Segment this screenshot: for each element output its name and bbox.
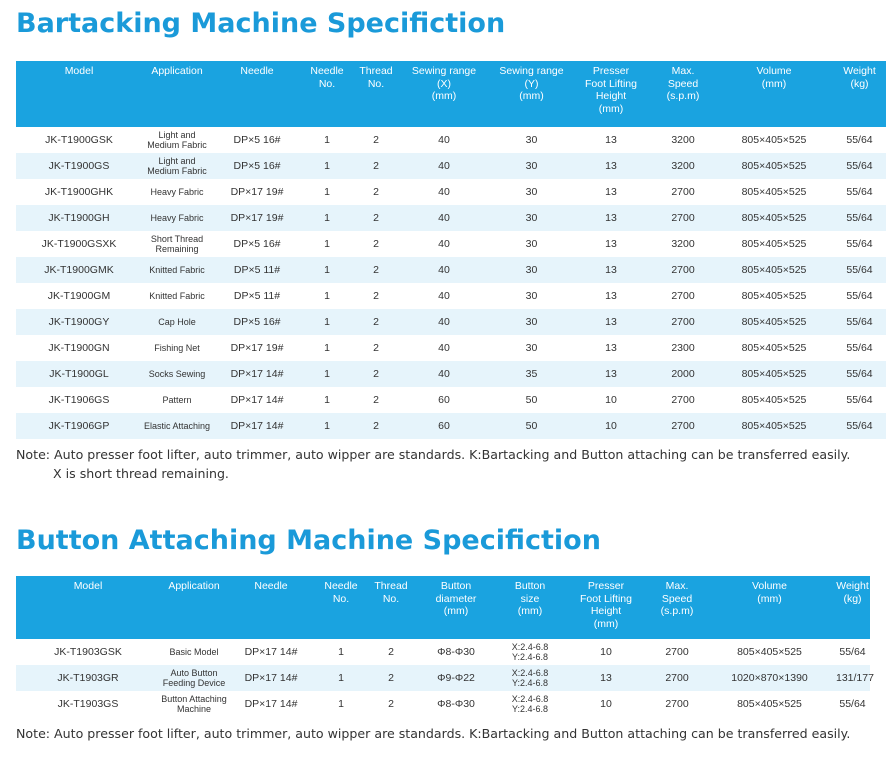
cell-weight: 55/64 <box>835 691 870 717</box>
cell-max-speed: 2700 <box>647 309 719 335</box>
cell-max-speed: 2700 <box>650 665 704 691</box>
cell-col-6: Φ8-Φ30 <box>414 639 498 665</box>
cell-thread-no: 2 <box>352 309 400 335</box>
cell-needle: DP×17 14# <box>228 665 314 691</box>
cell-col-6: 40 <box>400 283 488 309</box>
cell-needle-no: 1 <box>302 257 352 283</box>
cell-col-7: X:2.4-6.8 Y:2.4-6.8 <box>498 639 562 665</box>
cell-volume: 805×405×525 <box>719 283 829 309</box>
cell-volume: 805×405×525 <box>719 153 829 179</box>
cell-needle-no: 1 <box>302 153 352 179</box>
cell-application: Cap Hole <box>142 309 212 335</box>
cell-max-speed: 2300 <box>647 335 719 361</box>
header-presser-foot-height: Presser Foot Lifting Height (mm) <box>575 61 647 127</box>
cell-thread-no: 2 <box>352 231 400 257</box>
cell-presser-foot-height: 13 <box>575 231 647 257</box>
cell-model: JK-T1900GH <box>16 205 142 231</box>
cell-weight: 55/64 <box>829 231 886 257</box>
cell-application: Knitted Fabric <box>142 283 212 309</box>
cell-thread-no: 2 <box>352 361 400 387</box>
cell-presser-foot-height: 13 <box>562 665 650 691</box>
cell-weight: 55/64 <box>829 127 886 153</box>
cell-application: Fishing Net <box>142 335 212 361</box>
cell-needle: DP×17 19# <box>212 205 302 231</box>
cell-model: JK-T1900GS <box>16 153 142 179</box>
cell-weight: 55/64 <box>829 205 886 231</box>
header-thread-no: Thread No. <box>368 576 414 639</box>
bartacking-title: Bartacking Machine Specifiction <box>16 8 506 39</box>
cell-needle: DP×5 16# <box>212 153 302 179</box>
cell-needle: DP×5 11# <box>212 257 302 283</box>
cell-col-6: 60 <box>400 413 488 439</box>
header-presser-foot-height: Presser Foot Lifting Height (mm) <box>562 576 650 639</box>
cell-model: JK-T1900GL <box>16 361 142 387</box>
button-attaching-title: Button Attaching Machine Specifiction <box>16 525 601 556</box>
table-header-row <box>16 61 886 127</box>
table-row <box>16 335 886 361</box>
table-row <box>16 231 886 257</box>
cell-presser-foot-height: 13 <box>575 335 647 361</box>
table-row <box>16 127 886 153</box>
button-attaching-note: Note: Auto presser foot lifter, auto trimmer, auto wipper are standards. K:Bartacking and Button attaching can be transferred easily. <box>16 726 851 741</box>
table-row <box>16 691 870 717</box>
cell-max-speed: 2700 <box>647 283 719 309</box>
cell-model: JK-T1900GHK <box>16 179 142 205</box>
header-weight: Weight (kg) <box>829 61 886 127</box>
cell-needle: DP×17 14# <box>212 413 302 439</box>
cell-volume: 805×405×525 <box>719 127 829 153</box>
table-row <box>16 283 886 309</box>
cell-needle: DP×17 19# <box>212 335 302 361</box>
cell-max-speed: 2700 <box>647 205 719 231</box>
cell-presser-foot-height: 10 <box>562 639 650 665</box>
cell-presser-foot-height: 13 <box>575 205 647 231</box>
cell-needle-no: 1 <box>314 639 368 665</box>
table-row <box>16 309 886 335</box>
cell-application: Light and Medium Fabric <box>142 153 212 179</box>
cell-application: Pattern <box>142 387 212 413</box>
cell-needle-no: 1 <box>302 387 352 413</box>
cell-volume: 805×405×525 <box>719 257 829 283</box>
bartacking-note-continued: X is short thread remaining. <box>53 466 229 481</box>
cell-model: JK-T1906GP <box>16 413 142 439</box>
cell-max-speed: 3200 <box>647 127 719 153</box>
cell-col-6: 40 <box>400 205 488 231</box>
header-thread-no: Thread No. <box>352 61 400 127</box>
cell-application: Short Thread Remaining <box>142 231 212 257</box>
cell-max-speed: 2700 <box>647 257 719 283</box>
cell-weight: 55/64 <box>829 413 886 439</box>
cell-application: Heavy Fabric <box>142 179 212 205</box>
cell-application: Elastic Attaching <box>142 413 212 439</box>
cell-col-6: 40 <box>400 361 488 387</box>
cell-weight: 55/64 <box>829 153 886 179</box>
cell-volume: 805×405×525 <box>719 387 829 413</box>
cell-needle-no: 1 <box>314 691 368 717</box>
table-row <box>16 205 886 231</box>
cell-volume: 805×405×525 <box>719 335 829 361</box>
table-row <box>16 179 886 205</box>
cell-max-speed: 2700 <box>647 387 719 413</box>
header-needle: Needle <box>228 576 314 639</box>
cell-max-speed: 3200 <box>647 153 719 179</box>
cell-presser-foot-height: 13 <box>575 127 647 153</box>
cell-col-7: 30 <box>488 283 575 309</box>
cell-needle: DP×5 11# <box>212 283 302 309</box>
cell-col-6: 40 <box>400 335 488 361</box>
cell-application: Heavy Fabric <box>142 205 212 231</box>
header-needle-no: Needle No. <box>314 576 368 639</box>
cell-volume: 805×405×525 <box>719 179 829 205</box>
cell-application: Socks Sewing <box>142 361 212 387</box>
cell-presser-foot-height: 13 <box>575 153 647 179</box>
cell-thread-no: 2 <box>352 153 400 179</box>
cell-col-6: 40 <box>400 153 488 179</box>
cell-thread-no: 2 <box>352 179 400 205</box>
header-col-7: Sewing range (Y) (mm) <box>488 61 575 127</box>
cell-needle: DP×5 16# <box>212 309 302 335</box>
header-needle-no: Needle No. <box>302 61 352 127</box>
header-needle: Needle <box>212 61 302 127</box>
cell-col-6: 60 <box>400 387 488 413</box>
cell-needle-no: 1 <box>302 413 352 439</box>
cell-presser-foot-height: 13 <box>575 179 647 205</box>
table-row <box>16 361 886 387</box>
cell-thread-no: 2 <box>352 413 400 439</box>
cell-max-speed: 2700 <box>647 413 719 439</box>
cell-needle: DP×17 14# <box>228 639 314 665</box>
table-row <box>16 257 886 283</box>
header-model: Model <box>16 61 142 127</box>
cell-needle: DP×17 14# <box>212 361 302 387</box>
header-application: Application <box>160 576 228 639</box>
header-max-speed: Max. Speed (s.p.m) <box>647 61 719 127</box>
cell-needle: DP×5 16# <box>212 127 302 153</box>
cell-weight: 55/64 <box>829 257 886 283</box>
cell-needle-no: 1 <box>302 361 352 387</box>
header-col-7: Button size (mm) <box>498 576 562 639</box>
cell-weight: 55/64 <box>829 335 886 361</box>
cell-col-7: X:2.4-6.8 Y:2.4-6.8 <box>498 691 562 717</box>
cell-needle: DP×17 14# <box>228 691 314 717</box>
header-application: Application <box>142 61 212 127</box>
table-header-row <box>16 576 870 639</box>
cell-model: JK-T1900GSK <box>16 127 142 153</box>
cell-volume: 1020×870×1390 <box>704 665 835 691</box>
cell-col-7: 50 <box>488 387 575 413</box>
cell-presser-foot-height: 13 <box>575 361 647 387</box>
cell-max-speed: 2700 <box>650 639 704 665</box>
table-row <box>16 639 870 665</box>
cell-col-7: 30 <box>488 153 575 179</box>
cell-needle: DP×17 14# <box>212 387 302 413</box>
cell-weight: 131/177 <box>835 665 870 691</box>
cell-thread-no: 2 <box>368 691 414 717</box>
table-row <box>16 387 886 413</box>
cell-col-7: 30 <box>488 335 575 361</box>
cell-col-6: 40 <box>400 127 488 153</box>
header-max-speed: Max. Speed (s.p.m) <box>650 576 704 639</box>
header-col-6: Button diameter (mm) <box>414 576 498 639</box>
header-volume: Volume (mm) <box>704 576 835 639</box>
bartacking-note: Note: Auto presser foot lifter, auto trimmer, auto wipper are standards. K:Bartacking and Button attaching can be transferred easily. <box>16 447 851 462</box>
cell-presser-foot-height: 10 <box>562 691 650 717</box>
cell-application: Basic Model <box>160 639 228 665</box>
cell-needle-no: 1 <box>314 665 368 691</box>
cell-col-6: 40 <box>400 231 488 257</box>
cell-presser-foot-height: 13 <box>575 309 647 335</box>
table-row <box>16 665 870 691</box>
cell-max-speed: 3200 <box>647 231 719 257</box>
cell-needle: DP×17 19# <box>212 179 302 205</box>
cell-col-7: 30 <box>488 127 575 153</box>
cell-thread-no: 2 <box>368 665 414 691</box>
cell-volume: 805×405×525 <box>719 361 829 387</box>
cell-application: Light and Medium Fabric <box>142 127 212 153</box>
cell-volume: 805×405×525 <box>704 639 835 665</box>
cell-model: JK-T1900GY <box>16 309 142 335</box>
header-col-6: Sewing range (X) (mm) <box>400 61 488 127</box>
cell-model: JK-T1900GN <box>16 335 142 361</box>
header-weight: Weight (kg) <box>835 576 870 639</box>
cell-col-6: 40 <box>400 309 488 335</box>
cell-needle-no: 1 <box>302 205 352 231</box>
cell-application: Auto Button Feeding Device <box>160 665 228 691</box>
cell-presser-foot-height: 13 <box>575 257 647 283</box>
cell-model: JK-T1903GS <box>16 691 160 717</box>
cell-col-7: 30 <box>488 205 575 231</box>
cell-col-7: 35 <box>488 361 575 387</box>
cell-weight: 55/64 <box>835 639 870 665</box>
cell-model: JK-T1903GSK <box>16 639 160 665</box>
cell-model: JK-T1900GMK <box>16 257 142 283</box>
table-row <box>16 153 886 179</box>
cell-thread-no: 2 <box>368 639 414 665</box>
cell-needle-no: 1 <box>302 283 352 309</box>
cell-thread-no: 2 <box>352 335 400 361</box>
cell-volume: 805×405×525 <box>719 309 829 335</box>
cell-model: JK-T1903GR <box>16 665 160 691</box>
cell-volume: 805×405×525 <box>719 231 829 257</box>
cell-thread-no: 2 <box>352 257 400 283</box>
cell-max-speed: 2700 <box>650 691 704 717</box>
cell-thread-no: 2 <box>352 283 400 309</box>
cell-needle-no: 1 <box>302 179 352 205</box>
cell-application: Button Attaching Machine <box>160 691 228 717</box>
cell-col-7: 30 <box>488 309 575 335</box>
cell-application: Knitted Fabric <box>142 257 212 283</box>
bartacking-spec-table <box>16 61 886 439</box>
cell-col-6: 40 <box>400 257 488 283</box>
cell-volume: 805×405×525 <box>719 205 829 231</box>
cell-weight: 55/64 <box>829 361 886 387</box>
cell-presser-foot-height: 10 <box>575 413 647 439</box>
cell-presser-foot-height: 10 <box>575 387 647 413</box>
cell-model: JK-T1900GM <box>16 283 142 309</box>
cell-col-7: 30 <box>488 179 575 205</box>
cell-col-6: 40 <box>400 179 488 205</box>
cell-model: JK-T1900GSXK <box>16 231 142 257</box>
cell-needle-no: 1 <box>302 231 352 257</box>
cell-max-speed: 2700 <box>647 179 719 205</box>
cell-weight: 55/64 <box>829 309 886 335</box>
cell-thread-no: 2 <box>352 387 400 413</box>
cell-weight: 55/64 <box>829 283 886 309</box>
cell-needle-no: 1 <box>302 127 352 153</box>
table-row <box>16 413 886 439</box>
cell-volume: 805×405×525 <box>719 413 829 439</box>
cell-volume: 805×405×525 <box>704 691 835 717</box>
cell-needle-no: 1 <box>302 309 352 335</box>
cell-weight: 55/64 <box>829 387 886 413</box>
cell-col-6: Φ9-Φ22 <box>414 665 498 691</box>
cell-thread-no: 2 <box>352 205 400 231</box>
button-attaching-spec-table <box>16 576 874 717</box>
cell-needle: DP×5 16# <box>212 231 302 257</box>
header-volume: Volume (mm) <box>719 61 829 127</box>
cell-weight: 55/64 <box>829 179 886 205</box>
cell-col-7: 30 <box>488 257 575 283</box>
cell-needle-no: 1 <box>302 335 352 361</box>
header-model: Model <box>16 576 160 639</box>
cell-presser-foot-height: 13 <box>575 283 647 309</box>
cell-col-7: 50 <box>488 413 575 439</box>
cell-col-7: X:2.4-6.8 Y:2.4-6.8 <box>498 665 562 691</box>
cell-col-6: Φ8-Φ30 <box>414 691 498 717</box>
cell-model: JK-T1906GS <box>16 387 142 413</box>
cell-max-speed: 2000 <box>647 361 719 387</box>
cell-col-7: 30 <box>488 231 575 257</box>
cell-thread-no: 2 <box>352 127 400 153</box>
